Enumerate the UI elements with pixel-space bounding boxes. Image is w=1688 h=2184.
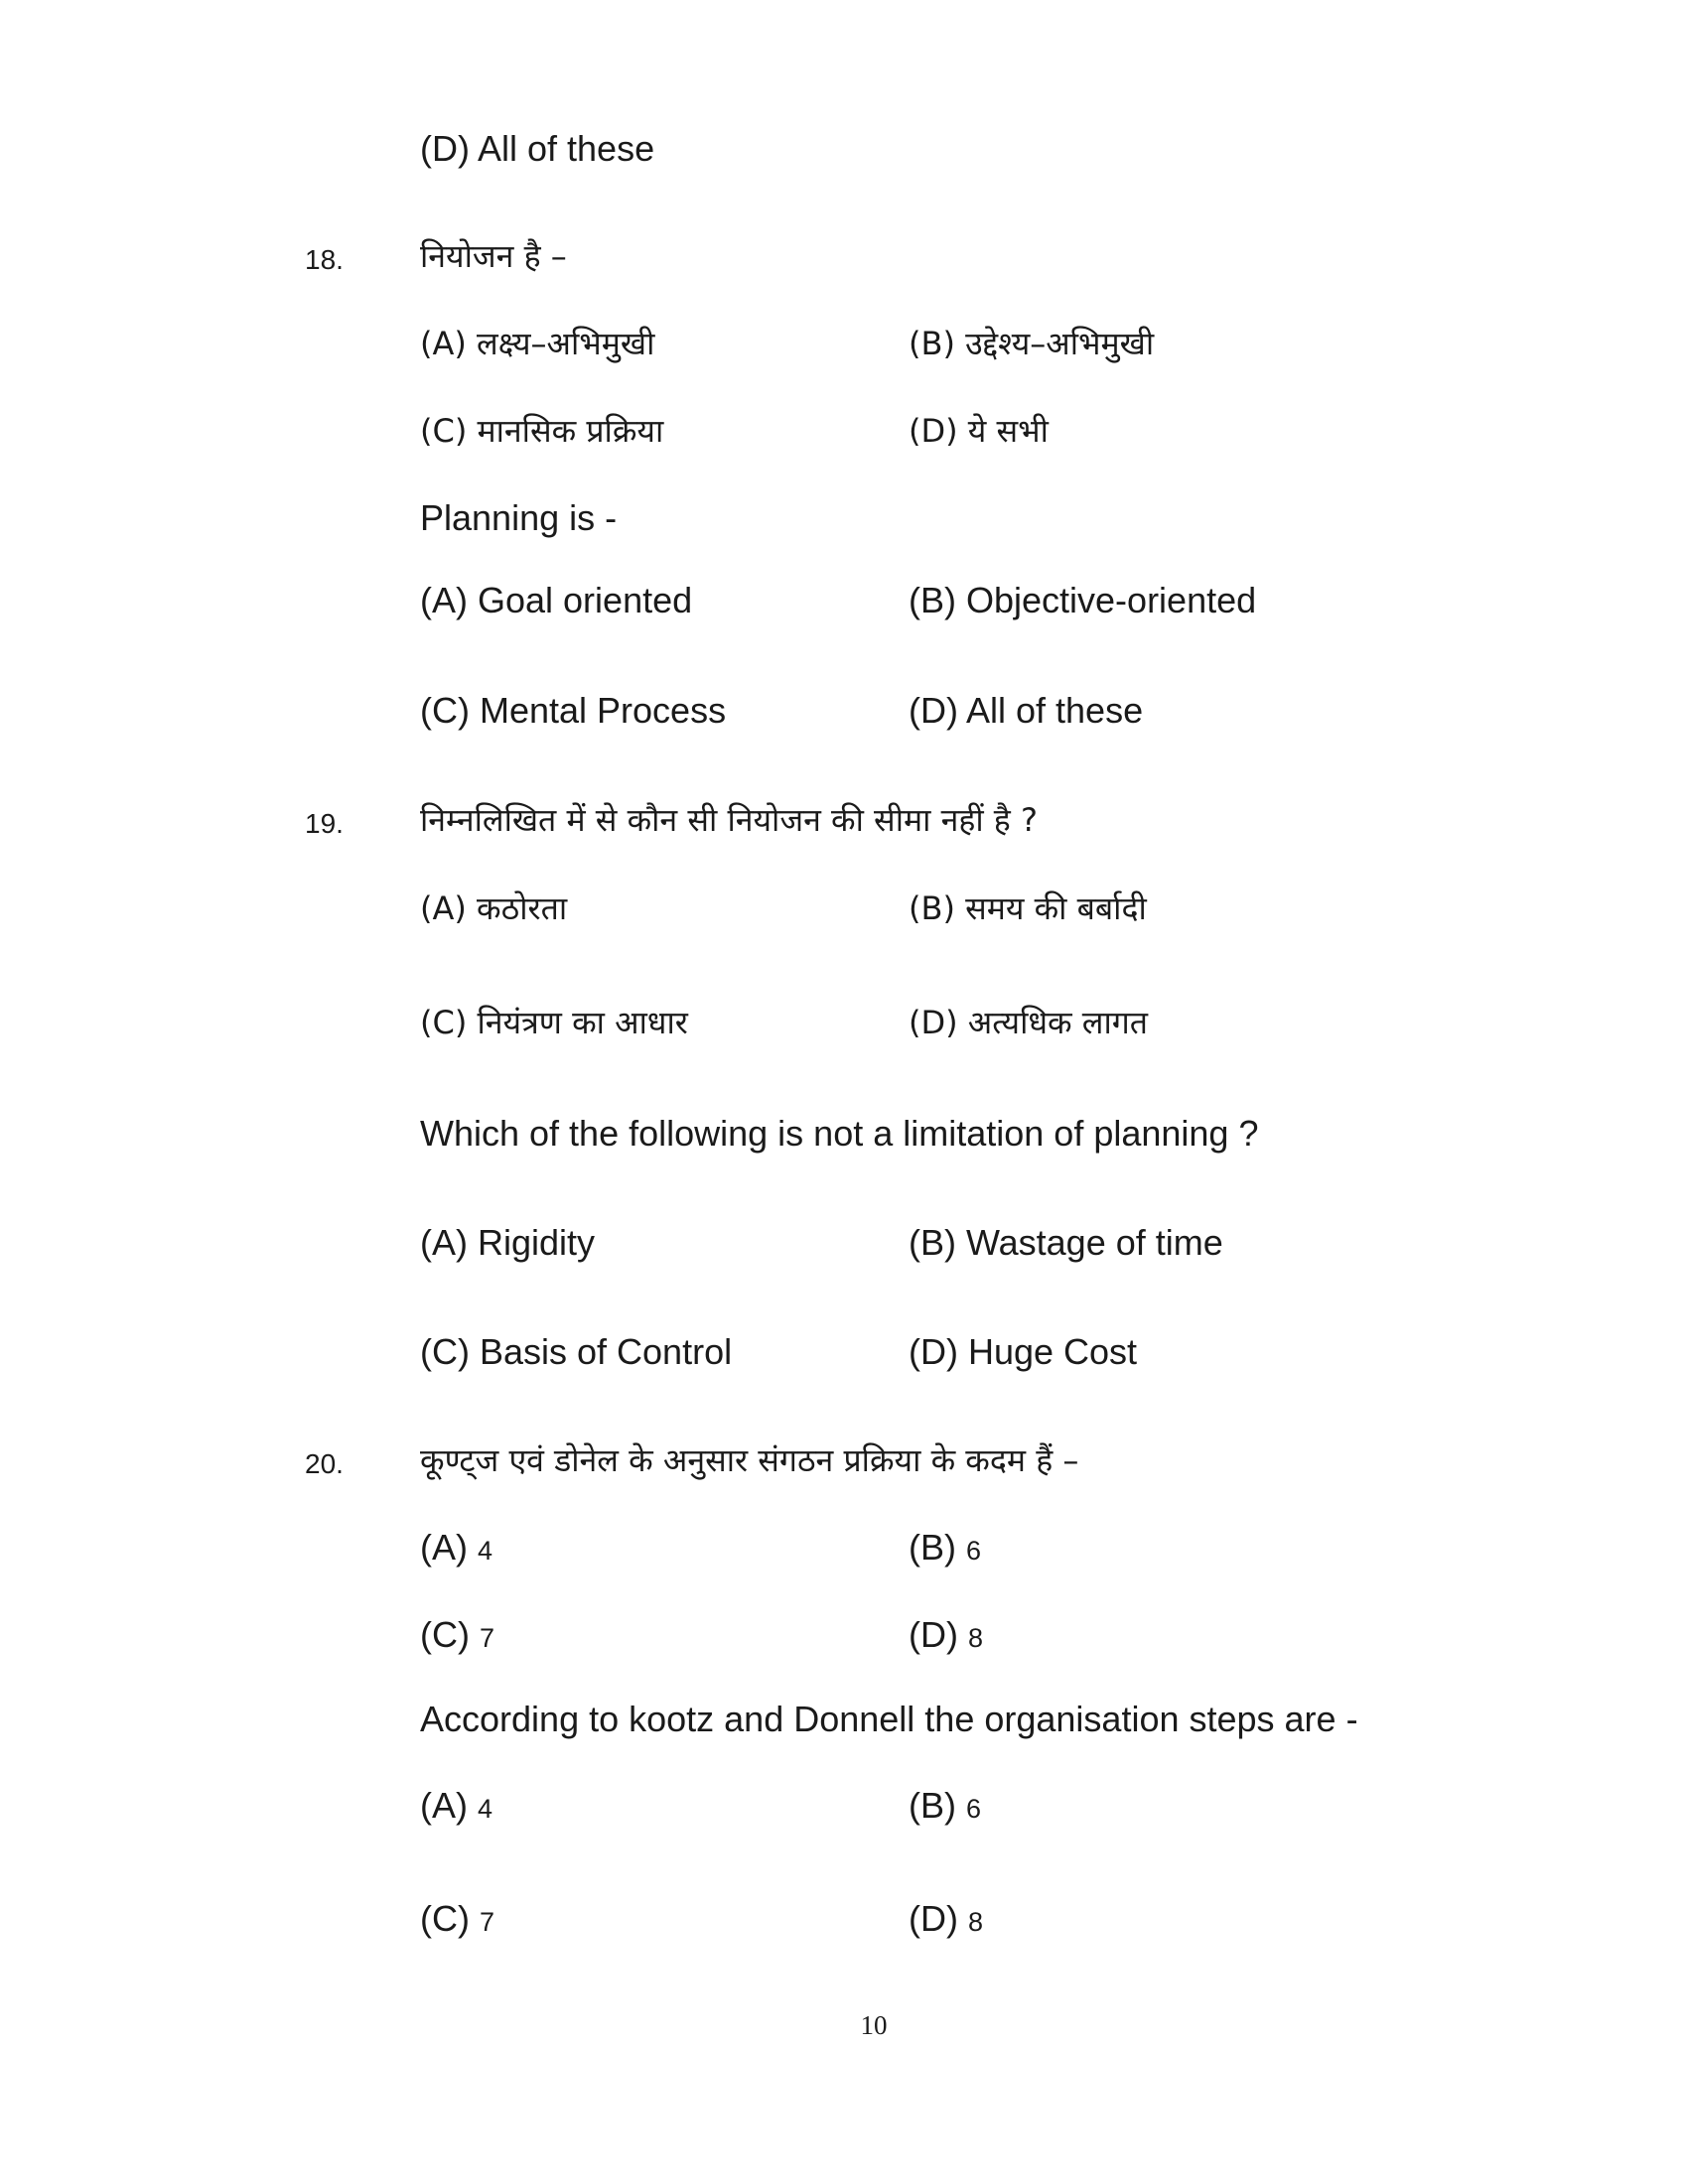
q20-number: 20. — [305, 1448, 344, 1479]
q20-hindi-option-a: (A) 4 — [420, 1527, 493, 1568]
q19-number: 19. — [305, 808, 344, 839]
q19-hindi-option-b: (B) समय की बर्बादी — [909, 889, 1147, 927]
q19-english-option-c: (C) Basis of Control — [420, 1331, 733, 1372]
q18-hindi-option-d: (D) ये सभी — [909, 412, 1049, 450]
page-number: 10 — [860, 2010, 888, 2040]
q18-hindi-option-b: (B) उद्देश्य–अभिमुखी — [909, 325, 1155, 362]
q20-hindi-option-b: (B) 6 — [909, 1527, 982, 1568]
q18-english-option-c: (C) Mental Process — [420, 690, 727, 731]
q19-hindi-option-c: (C) नियंत्रण का आधार — [420, 1004, 688, 1041]
q20-hindi-question: कूण्ट्ज एवं डोनेल के अनुसार संगठन प्रक्रिया के कदम हैं – — [420, 1441, 1079, 1479]
q18-english-option-b: (B) Objective-oriented — [909, 580, 1257, 620]
q18-hindi-option-c: (C) मानसिक प्रक्रिया — [420, 412, 664, 450]
q20-english-option-b: (B) 6 — [909, 1785, 982, 1826]
q20-hindi-option-c: (C) 7 — [420, 1614, 495, 1655]
q19-english-question: Which of the following is not a limitation of planning ? — [420, 1113, 1259, 1154]
q18-hindi-option-a: (A) लक्ष्य–अभिमुखी — [420, 325, 655, 362]
q18-english-option-a: (A) Goal oriented — [420, 580, 693, 620]
q19-hindi-option-d: (D) अत्यधिक लागत — [909, 1004, 1149, 1041]
q20-english-question: According to kootz and Donnell the organisation steps are - — [420, 1699, 1358, 1739]
q19-english-option-b: (B) Wastage of time — [909, 1222, 1223, 1263]
q18-number: 18. — [305, 244, 344, 275]
q19-hindi-question: निम्नलिखित में से कौन सी नियोजन की सीमा नहीं है ? — [420, 801, 1038, 839]
q19-hindi-option-a: (A) कठोरता — [420, 889, 568, 927]
q18-english-question: Planning is - — [420, 497, 618, 538]
q20-english-option-a: (A) 4 — [420, 1785, 493, 1826]
q18-hindi-question: नियोजन है – — [420, 237, 567, 275]
q20-english-option-c: (C) 7 — [420, 1898, 495, 1939]
q20-hindi-option-d: (D) 8 — [909, 1614, 984, 1655]
q19-english-option-d: (D) Huge Cost — [909, 1331, 1138, 1372]
q20-english-option-d: (D) 8 — [909, 1898, 984, 1939]
q17-option-d: (D) All of these — [420, 128, 655, 169]
q19-english-option-a: (A) Rigidity — [420, 1222, 596, 1263]
q18-english-option-d: (D) All of these — [909, 690, 1144, 731]
